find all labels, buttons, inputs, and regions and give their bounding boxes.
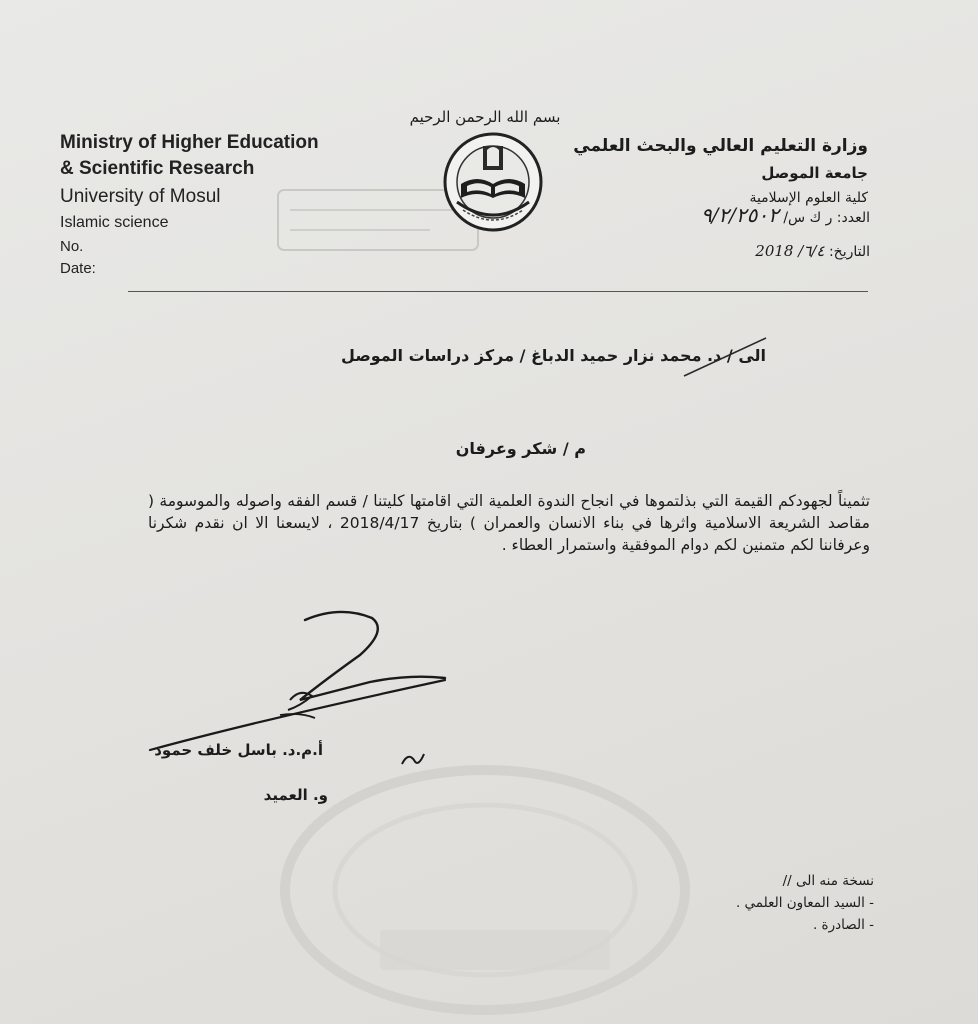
signer-title: و. العميد [263,786,328,804]
handwritten-date-value: ٦/٤/ 2018 [755,242,825,260]
arabic-date-line [755,242,870,260]
english-number-label: No. [60,238,84,255]
copy-item: - الصادرة . [812,917,874,933]
arabic-ministry-name: وزارة التعليم العالي والبحث العلمي [573,136,868,156]
arabic-date-label: التاريخ: [828,244,870,260]
arabic-university-name: جامعة الموصل [761,164,868,182]
subject-line: م / شكر وعرفان [455,439,586,458]
english-ministry-line2: & Scientific Research [60,158,255,179]
letter-body: تثميناً لجهودكم القيمة التي بذلتموها في انجاح الندوة العلمية التي اقامتها كليتنا / قسم الفقه واصوله والموسومة ( مقاصد الشريعة الاسلامية واثرها في بناء الانسان والعمران ) بتاريخ 2018/4/17 ، لايسعنا الا ان نقدم شكرنا وعرفاننا لكم متمنين لكم دوام الموفقية واستمرار العطاء . [148,492,870,554]
copies-heading: نسخة منه الى // [782,873,874,889]
arabic-number-label: العدد: ر ك س/ [783,210,870,226]
arabic-college-name: كلية العلوم الإسلامية [749,190,868,206]
handwritten-tick-mark [680,334,770,384]
basmala: بسم الله الرحمن الرحيم [409,108,561,126]
english-college-name: Islamic science [60,214,169,231]
arabic-number-line [701,203,870,227]
english-date-label: Date: [60,260,96,277]
university-logo-icon [443,132,543,232]
handwritten-initial-mark [398,746,428,772]
recipient-line: الى / د. محمد نزار حميد الدباغ / مركز دراسات الموصل [341,346,766,365]
header-divider [128,291,868,292]
copy-item: - السيد المعاون العلمي . [735,895,874,911]
copies-list [736,870,874,936]
english-ministry-line1: Ministry of Higher Education [60,132,319,153]
signer-name: أ.م.د. باسل خلف حمود [154,741,323,759]
english-ministry-name [60,130,319,182]
english-university-name: University of Mosul [60,186,221,207]
handwritten-number-value: ٩/٢/٢٥٠٢ [700,203,779,227]
